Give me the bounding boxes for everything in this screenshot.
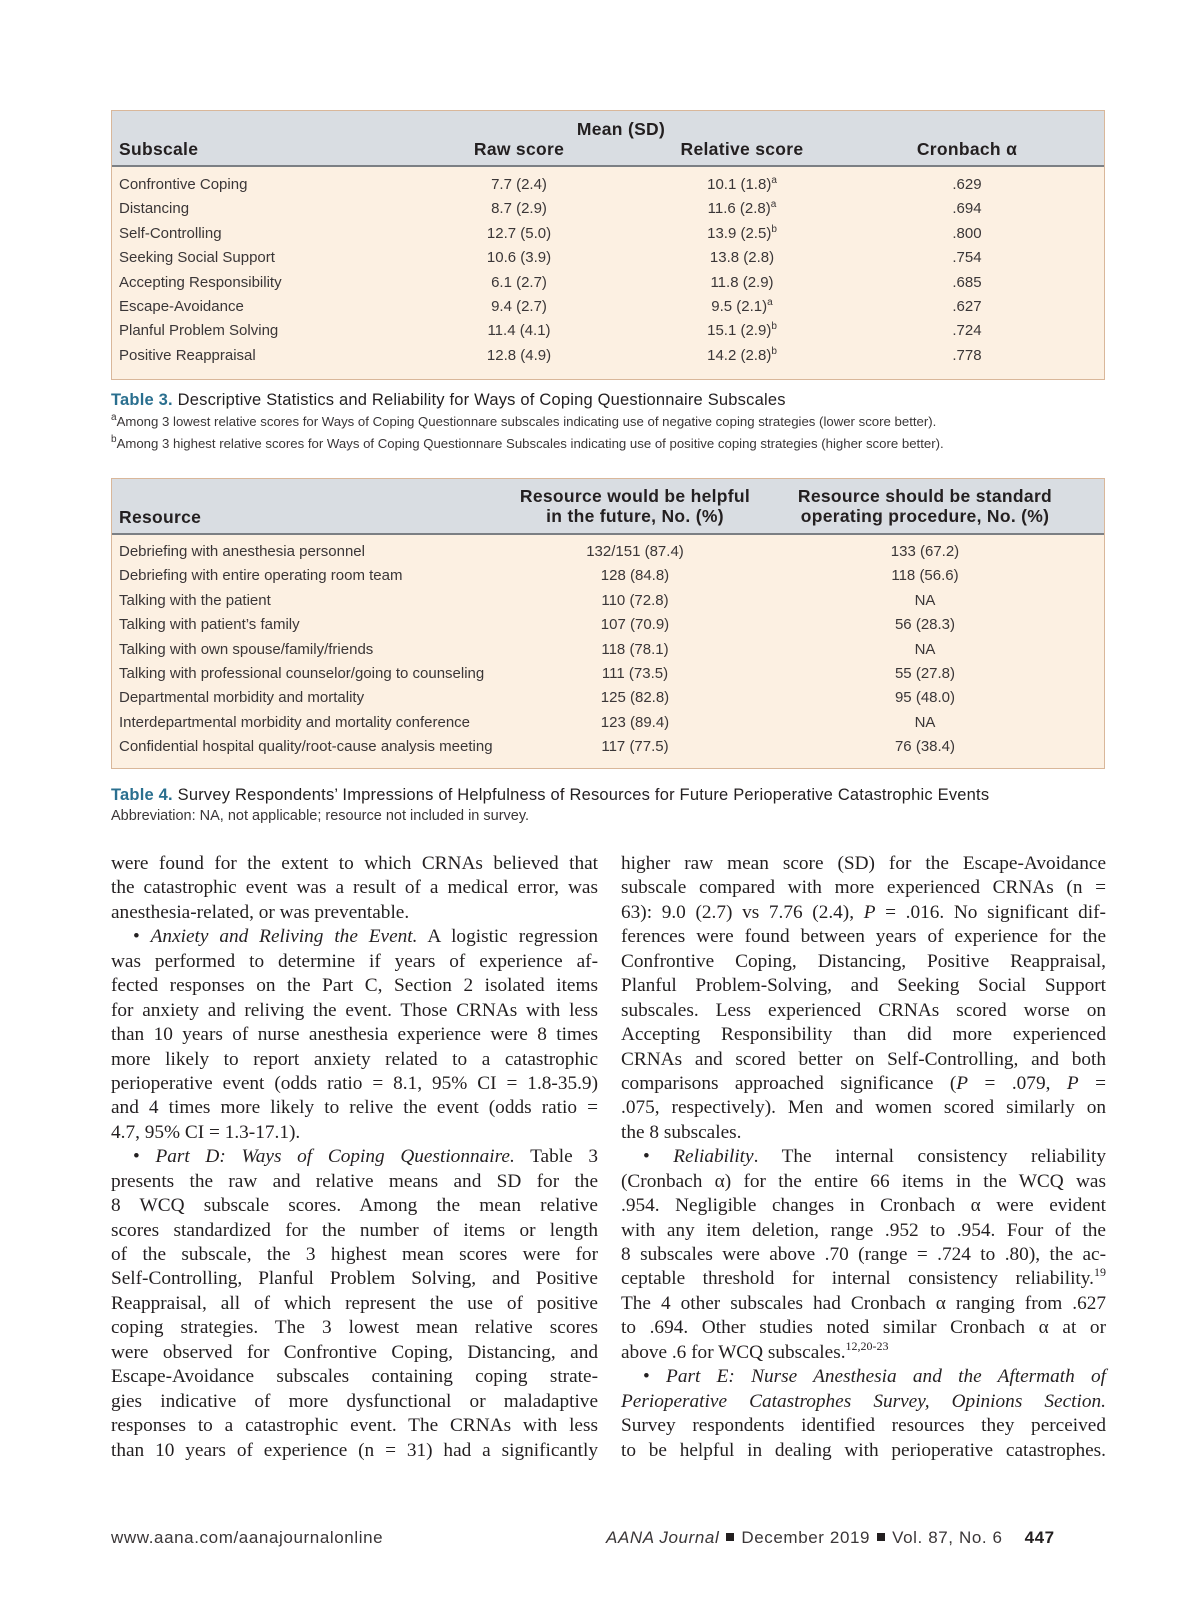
relative-value: 13.9 (2.5) <box>707 224 772 242</box>
cell-relative <box>657 347 827 364</box>
text-line: was performed to determine if years of experience af- <box>111 950 598 972</box>
text-line <box>621 901 1106 925</box>
relative-value: 15.1 (2.9) <box>707 322 772 340</box>
text-line: 4.7, 95% CI = 1.3-17.1). <box>111 1121 301 1143</box>
header-standard-line2: operating procedure, No. (%) <box>800 506 1050 526</box>
footnote-text: Among 3 lowest relative scores for Ways of Coping Questionnare subscales indicating use of negative coping strategies (lower score better). <box>116 414 937 429</box>
table-3-header <box>112 111 1104 167</box>
cell-cronbach: .778 <box>952 346 982 364</box>
text-line: Escape-Avoidance subscales containing coping strate- <box>111 1366 598 1388</box>
text-line <box>621 1365 1106 1389</box>
text-line: Planful Problem-Solving, and Seeking Social Support <box>621 975 1106 997</box>
table-row <box>112 344 1104 368</box>
bullet: • <box>643 1366 667 1388</box>
relative-value: 14.2 (2.8) <box>707 346 772 364</box>
footer-url: www.aana.com/aanajournalonline <box>111 1528 384 1547</box>
caption-label: Table 3. <box>111 391 173 409</box>
table-row <box>112 295 1104 319</box>
cell-cronbach: .800 <box>952 224 982 242</box>
subheading: Part D: Ways of Coping Questionnaire. <box>155 1146 515 1168</box>
cell-raw: 8.7 (2.9) <box>491 200 547 218</box>
cell-raw: 10.6 (3.9) <box>486 249 552 267</box>
relative-value: 9.5 (2.1) <box>711 297 768 315</box>
text-line: for anxiety and reliving the event. Those CRNAs with less <box>111 999 598 1021</box>
text-line: to be helpful in dealing with perioperative catastrophes. <box>621 1439 1106 1461</box>
table-4-header <box>112 479 1104 535</box>
cell-resource: Departmental morbidity and mortality <box>119 689 365 707</box>
page-number: 447 <box>1024 1528 1055 1547</box>
volume: Vol. 87, No. 6 <box>892 1528 1003 1547</box>
relative-value: 11.6 (2.8) <box>707 200 771 218</box>
cell-standard: 133 (67.2) <box>890 543 960 560</box>
cell-cronbach: .629 <box>952 176 982 193</box>
subheading: Anxiety and Reliving the Event. <box>150 926 418 948</box>
header-resource: Resource <box>119 507 202 527</box>
table-row <box>112 613 1104 637</box>
text-line: 8 WCQ subscale scores. Among the mean relative <box>111 1195 598 1217</box>
cell-standard: 56 (28.3) <box>894 616 956 634</box>
citation: 19 <box>1094 1265 1106 1280</box>
caption-text: Survey Respondents’ Impressions of Helpfulness of Resources for Future Perioperative Catastrophic Events <box>177 786 990 804</box>
cell-standard: 95 (48.0) <box>894 689 956 707</box>
text-line <box>621 1338 1106 1365</box>
table-row <box>112 197 1104 221</box>
subheading: Perioperative Catastrophes Survey, Opinions Section. <box>621 1390 1106 1412</box>
footnote-mark: b <box>771 223 777 235</box>
subheading: Part E: Nurse Anesthesia and the Aftermath of <box>666 1366 1107 1388</box>
footnote-mark: b <box>771 345 777 357</box>
table-row <box>112 686 1104 710</box>
header-cronbach: Cronbach α <box>916 139 1018 159</box>
footnote-mark: a <box>767 296 773 308</box>
text-line: ferences were found between years of experience for the <box>621 926 1106 948</box>
cell-cronbach: .685 <box>952 273 982 291</box>
italic-p: P <box>1066 1072 1079 1094</box>
text-line: The 4 other subscales had Cronbach α ranging from .627 <box>621 1292 1106 1314</box>
table-row <box>112 711 1104 735</box>
relative-value: 13.8 (2.8) <box>709 249 775 267</box>
cell-raw: 6.1 (2.7) <box>491 273 547 291</box>
cell-standard: NA <box>914 591 936 609</box>
cell-helpful: 132/151 (87.4) <box>586 543 684 560</box>
cell-cronbach: .754 <box>952 249 982 267</box>
text-line: perioperative event (odds ratio = 8.1, 95% CI = 1.8-35.9) <box>111 1072 598 1094</box>
text-line <box>111 1145 598 1169</box>
text-line <box>621 1072 1106 1096</box>
cell-subscale: Self-Controlling <box>119 224 222 242</box>
text-line: CRNAs and scored better on Self-Controlling, and both <box>621 1048 1106 1070</box>
citation: 12,20-23 <box>845 1338 889 1353</box>
cell-resource: Debriefing with entire operating room team <box>119 567 403 585</box>
cell-raw: 12.8 (4.9) <box>486 346 552 364</box>
cell-relative <box>657 249 827 266</box>
text-line: the 8 subscales. <box>621 1121 742 1143</box>
table-4-abbreviation: Abbreviation: NA, not applicable; resource not included in survey. <box>111 808 530 824</box>
text-line <box>621 1390 1106 1414</box>
text-line: than 10 years of nurse anesthesia experience were 8 times <box>111 1024 598 1046</box>
text-line: higher raw mean score (SD) for the Escape-Avoidance <box>621 853 1106 874</box>
text-run: Table 3 <box>514 1146 598 1168</box>
table-row <box>112 540 1104 564</box>
relative-value: 10.1 (1.8) <box>707 176 772 193</box>
cell-subscale: Escape-Avoidance <box>119 297 244 315</box>
text-line: scores standardized for the number of items or length <box>111 1219 598 1241</box>
separator-square-icon <box>726 1533 734 1541</box>
text-line: responses to a catastrophic event. The CRNAs with less <box>111 1415 598 1437</box>
footer-journal-info <box>606 1528 1055 1548</box>
body-column-left <box>111 852 598 1463</box>
bullet: • <box>133 1146 156 1168</box>
text-line: Self-Controlling, Planful Problem Solving, and Positive <box>111 1268 598 1290</box>
header-standard <box>780 486 1070 526</box>
text-line: subscales. Less experienced CRNAs scored worse on <box>621 999 1106 1021</box>
subheading: Reliability <box>673 1146 754 1168</box>
text-line: .954. Negligible changes in Cronbach α were evident <box>621 1195 1106 1217</box>
footnote-b <box>111 436 944 451</box>
issue-date: December 2019 <box>741 1528 871 1547</box>
table-4-caption <box>111 786 989 805</box>
text-line: (Cronbach α) for the entire 66 items in the WCQ was <box>621 1170 1106 1192</box>
header-mean-sd: Mean (SD) <box>576 119 666 139</box>
cell-relative <box>657 274 827 291</box>
text-line: and 4 times more likely to relive the event (odds ratio = <box>111 1097 598 1119</box>
header-helpful-line1: Resource would be helpful <box>519 486 751 506</box>
table-row <box>112 246 1104 270</box>
text-line: subscale compared with more experienced CRNAs (n = <box>621 877 1106 899</box>
cell-relative <box>657 298 827 315</box>
text-run: = .016. No significant dif- <box>875 901 1106 923</box>
text-line: more likely to report anxiety related to a catastrophic <box>111 1048 598 1070</box>
caption-label: Table 4. <box>111 786 173 804</box>
text-run: above .6 for WCQ subscales. <box>621 1341 846 1363</box>
header-helpful-line2: in the future, No. (%) <box>546 506 724 526</box>
text-line: were found for the extent to which CRNAs believed that <box>111 853 598 874</box>
journal-name: AANA Journal <box>606 1528 720 1547</box>
text-line: anesthesia-related, or was preventable. <box>111 901 410 923</box>
cell-raw: 12.7 (5.0) <box>486 224 552 242</box>
separator-square-icon <box>877 1533 885 1541</box>
cell-helpful: 125 (82.8) <box>600 689 670 707</box>
cell-resource: Talking with patient’s family <box>119 616 300 634</box>
table-row <box>112 173 1104 197</box>
cell-resource: Talking with professional counselor/going to counseling <box>119 664 485 682</box>
italic-p: P <box>956 1072 969 1094</box>
table-row <box>112 589 1104 613</box>
text-run: = .079, <box>968 1072 1067 1094</box>
cell-relative <box>657 322 827 339</box>
text-line: Survey respondents identified resources they perceived <box>621 1415 1106 1437</box>
cell-helpful: 118 (78.1) <box>601 640 669 658</box>
footnote-mark: a <box>770 199 777 211</box>
text-line <box>621 1267 1106 1291</box>
cell-cronbach: .627 <box>952 297 982 315</box>
bullet: • <box>133 926 151 948</box>
text-line: of the subscale, the 3 highest mean scores were for <box>111 1244 598 1265</box>
cell-helpful: 128 (84.8) <box>600 567 670 585</box>
cell-raw: 11.4 (4.1) <box>487 322 551 340</box>
cell-resource: Talking with the patient <box>119 591 271 609</box>
header-relative-score: Relative score <box>680 139 804 159</box>
cell-relative <box>657 200 827 217</box>
text-line: to .694. Other studies noted similar Cronbach α at or <box>621 1317 1106 1339</box>
table-row <box>112 222 1104 246</box>
text-line <box>621 1145 1106 1169</box>
text-line <box>111 925 598 949</box>
cell-subscale: Seeking Social Support <box>119 249 275 267</box>
cell-relative <box>657 225 827 242</box>
cell-helpful: 117 (77.5) <box>601 738 669 756</box>
text-run: comparisons approached significance ( <box>621 1072 957 1094</box>
header-raw-score: Raw score <box>473 139 565 159</box>
text-run: = <box>1078 1072 1106 1094</box>
table-row <box>112 638 1104 662</box>
cell-raw: 7.7 (2.4) <box>491 176 547 193</box>
footnote-mark: a <box>111 412 117 423</box>
text-line: Reappraisal, all of which represent the use of positive <box>111 1292 598 1314</box>
text-line: with any item deletion, range .952 to .954. Four of the <box>621 1219 1106 1241</box>
text-line: Confrontive Coping, Distancing, Positive Reappraisal, <box>621 950 1106 972</box>
cell-resource: Confidential hospital quality/root-cause analysis meeting <box>119 738 493 756</box>
footnote-mark: b <box>771 321 777 333</box>
header-standard-line1: Resource should be standard <box>797 486 1053 506</box>
cell-subscale: Planful Problem Solving <box>119 322 279 340</box>
cell-standard: 55 (27.8) <box>894 664 956 682</box>
text-line: were observed for Confrontive Coping, Distancing, and <box>111 1341 598 1363</box>
header-subscale: Subscale <box>119 139 199 159</box>
text-line: presents the raw and relative means and SD for the <box>111 1170 598 1192</box>
header-helpful <box>504 486 766 526</box>
caption-text: Descriptive Statistics and Reliability for Ways of Coping Questionnaire Subscales <box>177 391 786 409</box>
italic-p: P <box>863 901 876 923</box>
cell-resource: Interdepartmental morbidity and mortality conference <box>119 713 471 731</box>
cell-subscale: Distancing <box>119 200 190 218</box>
cell-helpful: 123 (89.4) <box>600 713 670 731</box>
text-run: 63): 9.0 (2.7) vs 7.76 (2.4), <box>621 901 864 923</box>
cell-relative <box>657 176 827 193</box>
cell-standard: 118 (56.6) <box>891 567 959 585</box>
text-line: Accepting Responsibility than did more experienced <box>621 1024 1106 1046</box>
footnote-mark: a <box>771 175 777 186</box>
cell-helpful: 111 (73.5) <box>601 664 669 682</box>
body-column-right <box>621 852 1106 1463</box>
text-run: A logistic regression <box>417 926 598 948</box>
text-line: than 10 years of experience (n = 31) had a significantly <box>111 1439 598 1461</box>
text-line: fected responses on the Part C, Section 2 isolated items <box>111 975 598 997</box>
cell-subscale: Accepting Responsibility <box>119 273 282 291</box>
text-run: ceptable threshold for internal consistency reliability. <box>621 1268 1094 1290</box>
footnote-text: Among 3 highest relative scores for Ways of Coping Questionnare Subscales indicating use of positive coping strategies (higher score better). <box>116 436 944 451</box>
cell-cronbach: .694 <box>952 200 982 218</box>
cell-subscale: Confrontive Coping <box>119 176 248 193</box>
text-line: the catastrophic event was a result of a medical error, was <box>111 877 598 899</box>
bullet: • <box>643 1146 674 1168</box>
cell-standard: 76 (38.4) <box>894 738 956 756</box>
cell-raw: 9.4 (2.7) <box>491 297 547 315</box>
text-run: . The internal consistency reliability <box>753 1146 1106 1168</box>
table-row <box>112 662 1104 686</box>
text-line: coping strategies. The 3 lowest mean relative scores <box>111 1317 598 1339</box>
table-4-body <box>112 540 1104 760</box>
table-row <box>112 271 1104 295</box>
footnote-a <box>111 414 936 429</box>
table-row <box>112 735 1104 759</box>
cell-resource: Talking with own spouse/family/friends <box>119 640 374 658</box>
cell-subscale: Positive Reappraisal <box>119 346 256 364</box>
cell-standard: NA <box>914 713 936 731</box>
table-4 <box>111 478 1105 769</box>
table-row <box>112 564 1104 588</box>
footnote-mark: b <box>111 434 117 445</box>
cell-resource: Debriefing with anesthesia personnel <box>119 543 365 560</box>
table-3-body <box>112 173 1104 368</box>
cell-helpful: 110 (72.8) <box>601 591 669 609</box>
cell-standard: NA <box>914 640 936 658</box>
cell-cronbach: .724 <box>952 322 982 340</box>
table-row <box>112 319 1104 343</box>
relative-value: 11.8 (2.9) <box>710 273 774 291</box>
cell-helpful: 107 (70.9) <box>600 616 670 634</box>
text-line: .075, respectively). Men and women scored similarly on <box>621 1097 1106 1119</box>
text-line: gies indicative of more dysfunctional or maladaptive <box>111 1390 598 1412</box>
table-3 <box>111 110 1105 380</box>
text-line: 8 subscales were above .70 (range = .724 to .80), the ac- <box>621 1244 1106 1265</box>
table-3-caption <box>111 391 786 410</box>
